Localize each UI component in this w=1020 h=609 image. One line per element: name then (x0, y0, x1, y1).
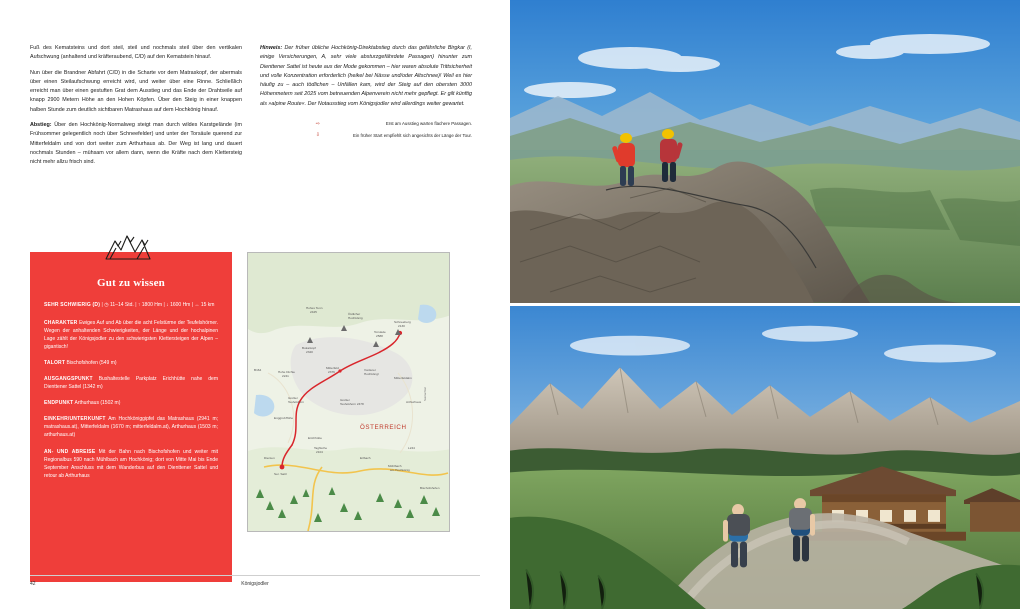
info-section-talort (44, 359, 218, 367)
arrow-icon: ⇨ (315, 120, 320, 127)
separator: | (101, 302, 105, 308)
clock-icon: ◷ (104, 302, 109, 308)
svg-text:Bischofshofen: Bischofshofen (420, 486, 440, 490)
arrow-down-icon: ↓ (166, 302, 169, 308)
section-label: AN- UND ABREISE (44, 448, 96, 455)
svg-text:2104: 2104 (316, 450, 323, 454)
hinweis-label: Hinweis: (260, 45, 283, 51)
separator: | (163, 302, 167, 308)
svg-text:2130: 2130 (398, 324, 405, 328)
svg-text:2241: 2241 (282, 374, 289, 378)
mountain-range-logo (44, 228, 218, 267)
svg-text:Östlicher: Östlicher (348, 312, 361, 316)
duration-value: 11–14 Std. (109, 302, 134, 308)
svg-text:2425: 2425 (310, 310, 317, 314)
section-text: Bischofshofen (549 m) (65, 359, 117, 366)
footer-title: Königsjodler (241, 581, 269, 587)
svg-text:B164: B164 (254, 368, 262, 372)
svg-text:Bukarkopf: Bukarkopf (302, 346, 316, 350)
photo-captions (260, 121, 472, 139)
svg-text:am Hochkönig: am Hochkönig (390, 468, 410, 472)
svg-text:Hochkönig: Hochkönig (348, 316, 363, 320)
ascent-value: 1800 Hm (141, 302, 163, 308)
svg-text:Salzachtal: Salzachtal (423, 387, 427, 401)
svg-text:Erlbach: Erlbach (360, 456, 371, 460)
svg-text:2376: 2376 (328, 370, 335, 374)
column-left (30, 44, 242, 174)
svg-text:Teufelshorn 2478: Teufelshorn 2478 (340, 402, 364, 406)
paragraph: Nun über die Brandner Abfahrt (C/D) in die Scharte vor dem Matraskopf, der abermals über einen Steilaufschwung erreicht wird, und weiter über eine Rinne. Schließlich erreicht man über einen gestuften Grat dem Ausstieg und das Ende der Drahtseile auf knapp 2900 Metern Höhe an den Hohen Köpfen. Über den Steig in einer knappen halben Stunde zum deutlich sichtbaren Matrashaus auf dem Hochkönig hinauf. (30, 69, 242, 113)
difficulty-label: SEHR SCHWIERIG (D) (44, 302, 101, 308)
svg-text:Enggrub­Höhe: EnggrubHöhe (274, 416, 294, 420)
abstieg-text: Über den Hochkönig-Normalweg steigt man durch wildes Karstgelände (im Frühsommer gelegentlich noch über Schneefelder) und unter der Torsäule querend zur Mitterfeldalm und von dort weiter zum Arthurhaus ab. Der Weg ist lang und dauert nochmals Stunden – mühsam vor allem dann, wenn die Kräfte nach dem Klettersteig nicht mehr allzu frisch sind. (30, 122, 242, 166)
hinweis-paragraph (260, 44, 472, 109)
descent-value: 1600 Hm (170, 302, 191, 308)
abstieg-label: Abstieg: (30, 122, 52, 129)
svg-text:Mühlbach: Mühlbach (388, 464, 402, 468)
svg-text:Mitterfeldalm: Mitterfeldalm (394, 376, 412, 380)
svg-text:Großer: Großer (288, 396, 298, 400)
section-text: Ewiges Auf und Ab über die acht Felstürme der Teufelshörner. Wegen der anhaltenden Schwierigkeiten, der Länge und der hochalpinen Lage zählt der Königsjodler zu den schwierigsten Klettersteigen der Alpen – gigantisch! (44, 319, 218, 350)
caption-text: Ein früher Start empfiehlt sich angesichts der Länge der Tour. (352, 132, 472, 138)
photo-climbers-on-ridge (510, 0, 1020, 303)
svg-text:2320: 2320 (306, 350, 313, 354)
svg-text:2588: 2588 (376, 334, 383, 338)
info-section-charakter (44, 319, 218, 351)
svg-text:Ser. Sattl: Ser. Sattl (274, 472, 287, 476)
arrow-up-icon: ↑ (137, 302, 141, 308)
info-section-einkehr (44, 415, 218, 439)
right-page (510, 0, 1020, 609)
svg-text:Erichhütte: Erichhütte (308, 436, 322, 440)
hinweis-text: Der früher übliche Hochkönig-Direktabstieg durch das gefährliche Birgkar (I, einige Versicherungen, A, sehr viele absturzgefährdete Passagen) hinunter zum Dienttener Sattel ist heute aus der Mode gekommen – hier waren absolute Trittsicherheit und volle Konzentration erforderlich (heikel bei Nässe und/oder Altschnee)! Weil es hier häufig zu – auch tödlichen – Unfällen kam, wird der Steig auf den obersten 3000 Höhenmetern seit 2025 vom betreuenden Alpenverein nicht mehr gepflegt. Er gilt künftig als »alpine Route«. Der Notausstieg vom Königsjodler wird allerdings weiter gewartet. (260, 45, 472, 107)
caption-item (260, 133, 472, 140)
section-label: AUSGANGSPUNKT (44, 375, 93, 382)
difficulty-stats (44, 301, 218, 310)
svg-text:Hohes Tenn: Hohes Tenn (306, 306, 323, 310)
svg-text:Arthurhaus: Arthurhaus (406, 400, 422, 404)
distance-value: 15 km (200, 302, 215, 308)
svg-text:Teufelshorn: Teufelshorn (288, 400, 304, 404)
photo-hikers-at-hut (510, 303, 1020, 609)
info-box (30, 252, 232, 582)
section-label: TALORT (44, 359, 66, 366)
section-label: ENDPUNKT (44, 400, 74, 407)
page-number: 42 (30, 581, 36, 587)
section-label: CHARAKTER (44, 319, 78, 326)
footer-divider (30, 575, 480, 576)
svg-text:Dienten: Dienten (264, 456, 275, 460)
info-box-title: Gut zu wissen (97, 277, 165, 289)
svg-text:Hohe Dichte: Hohe Dichte (278, 370, 296, 374)
svg-text:Torsäule: Torsäule (374, 330, 386, 334)
info-section-endpunkt (44, 399, 218, 407)
paragraph: Fuß des Kematsteins und dort steil, steil und nochmals steil über den vertikalen Aufschwung (anhaltend und kräfteraubend, C/D) auf den Kematstein hinauf. (30, 45, 242, 61)
info-section-ausgangspunkt (44, 375, 218, 391)
text-columns (30, 44, 480, 174)
abstieg-paragraph (30, 121, 242, 167)
section-text: Arthurhaus (1502 m) (73, 400, 121, 407)
column-right (260, 44, 472, 174)
svg-text:Vorderer: Vorderer (364, 368, 376, 372)
section-text: Am Hochköniggipfel das Matrashaus (2941 m; matrashaus.at), Mitterfeldalm (1670 m; mitterfeldalm.at), Arthurhaus (1503 m; arthurhaus.at) (44, 416, 218, 439)
route-map[interactable] (247, 252, 450, 532)
section-text: Bushaltestelle Parkplatz Erichhütte nahe dem Dienttener Sattel (1342 m) (44, 375, 218, 391)
caption-item (260, 121, 472, 128)
info-section-anreise (44, 448, 218, 480)
left-right-arrow-icon: ↔ (194, 302, 200, 308)
svg-text:Hochköngl: Hochköngl (364, 372, 379, 376)
separator: | (191, 302, 195, 308)
svg-text:Mitterfeld: Mitterfeld (326, 366, 339, 370)
svg-text:Großer: Großer (340, 398, 350, 402)
svg-text:L244: L244 (408, 446, 415, 450)
caption-text: Erst am Ausstieg warten flachere Passagen. (385, 121, 472, 127)
svg-text:Tagfische: Tagfische (314, 446, 328, 450)
section-text: Mit der Bahn nach Bischofshofen und weiter mit Regionalbus 590 nach Mühlbach am Hochkönig; dort von Mitte Mai bis Ende September Anschluss mit dem Wanderbus auf den Dienttener Sattel und retour ab Arthurhaus (44, 448, 218, 479)
section-label: EINKEHR/UNTERKUNFT (44, 416, 106, 423)
arrow-icon: ⇩ (315, 132, 320, 139)
separator: | (135, 302, 138, 308)
svg-text:ÖSTERREICH: ÖSTERREICH (360, 424, 407, 431)
svg-text:Schneeberg: Schneeberg (394, 320, 411, 324)
